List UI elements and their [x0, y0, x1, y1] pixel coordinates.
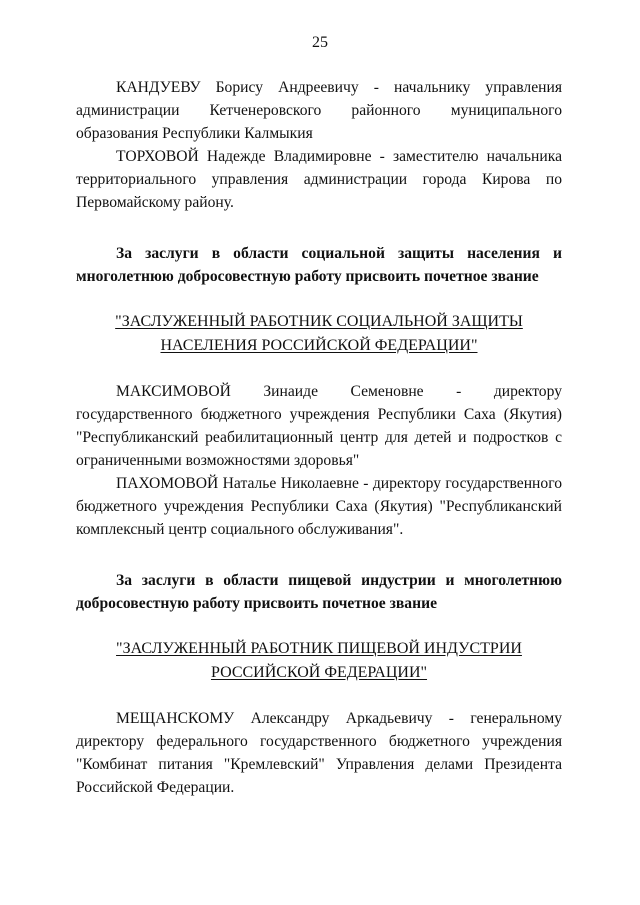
- spacer: [76, 358, 562, 380]
- spacer: [76, 615, 562, 637]
- honorary-title-social-protection-line2: НАСЕЛЕНИЯ РОССИЙСКОЙ ФЕДЕРАЦИИ": [160, 337, 478, 354]
- award-recipient-maksimova: МАКСИМОВОЙ Зинаиде Семеновне - директору государственного бюджетного учреждения Республики Саха (Якутия) "Республиканский реабилитационный центр для детей и подростков с ограниченными возможностями здоровья": [76, 383, 562, 469]
- spacer: [76, 288, 562, 310]
- award-recipient-pakhomova: ПАХОМОВОЙ Наталье Николаевне - директору государственного бюджетного учреждения Республики Саха (Якутия) "Республиканский комплексный центр социального обслуживания".: [76, 475, 562, 538]
- award-recipient-meshchansky: МЕЩАНСКОМУ Александру Аркадьевичу - генеральному директору федерального государственного бюджетного учреждения "Комбинат питания "Кремлевский" Управления делами Президента Российской Федерации.: [76, 710, 562, 796]
- page-number: 25: [312, 34, 328, 51]
- honorary-title-social-protection-line1: "ЗАСЛУЖЕННЫЙ РАБОТНИК СОЦИАЛЬНОЙ ЗАЩИТЫ: [115, 313, 523, 330]
- honorary-title-food-industry-line1: "ЗАСЛУЖЕННЫЙ РАБОТНИК ПИЩЕВОЙ ИНДУСТРИИ: [116, 640, 522, 657]
- section-heading-food-industry: За заслуги в области пищевой индустрии и многолетнюю добросовестную работу присвоить почетное звание: [76, 572, 562, 612]
- award-recipient-torkhova: ТОРХОВОЙ Надежде Владимировне - заместителю начальника территориального управления администрации города Кирова по Первомайскому району.: [76, 148, 562, 211]
- honorary-title-food-industry-line2: РОССИЙСКОЙ ФЕДЕРАЦИИ": [210, 664, 428, 681]
- spacer: [76, 685, 562, 707]
- award-recipient-kandueva: КАНДУЕВУ Борису Андреевичу - начальнику управления администрации Кетченеровского районного муниципального образования Республики Калмыкия: [76, 79, 562, 142]
- section-heading-social-protection: За заслуги в области социальной защиты населения и многолетнюю добросовестную работу присвоить почетное звание: [76, 245, 562, 285]
- spacer: [76, 541, 562, 569]
- spacer: [76, 214, 562, 242]
- document-body: [76, 76, 562, 799]
